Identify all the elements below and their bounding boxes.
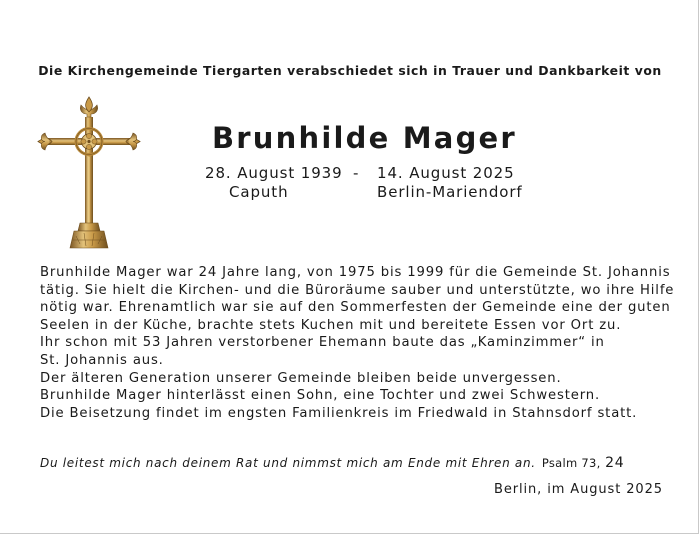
deceased-name: Brunhilde Mager [212, 121, 517, 155]
verse-text: Du leitest mich nach deinem Rat und nimmst mich am Ende mit Ehren an. [40, 456, 536, 470]
bible-verse [40, 455, 624, 471]
intro-text: Die Kirchengemeinde Tiergarten verabschiedet sich in Trauer und Dankbarkeit von [38, 63, 662, 78]
birth-date: 28. August 1939 [205, 164, 343, 182]
ornate-cross-icon [36, 95, 142, 250]
body-line: St. Johannis aus. [40, 352, 164, 368]
death-date: 14. August 2025 [377, 164, 515, 182]
body-line: Der älteren Generation unserer Gemeinde bleiben beide unvergessen. [40, 370, 562, 386]
body-line: nötig war. Ehrenamtlich war sie auf den Sommerfesten der Gemeinde eine der guten [40, 300, 671, 316]
body-line: Ihr schon mit 53 Jahren verstorbener Ehemann baute das „Kaminzimmer“ in [40, 335, 605, 351]
body-line: Brunhilde Mager war 24 Jahre lang, von 1975 bis 1999 für die Gemeinde St. Johannis [40, 265, 671, 280]
body-line: Seelen in der Küche, brachte stets Kuchen mit und bereitete Essen vor Ort zu. [40, 317, 622, 333]
date-separator: - [353, 164, 360, 182]
body-line: Brunhilde Mager hinterlässt einen Sohn, eine Tochter und zwei Schwestern. [40, 388, 600, 404]
death-place: Berlin-Mariendorf [377, 183, 523, 201]
obituary-body [40, 264, 680, 422]
place-and-date: Berlin, im August 2025 [494, 482, 663, 497]
body-line: Die Beisetzung findet im engsten Familienkreis im Friedwald in Stahnsdorf statt. [40, 405, 638, 421]
verse-reference-number: 24 [605, 455, 625, 471]
verse-reference: Psalm 73, [541, 456, 601, 470]
body-line: tätig. Sie hielt die Kirchen- und die Büroräume sauber und unterstützte, wo ihre Hilfe [40, 282, 675, 298]
birth-place: Caputh [229, 183, 289, 201]
